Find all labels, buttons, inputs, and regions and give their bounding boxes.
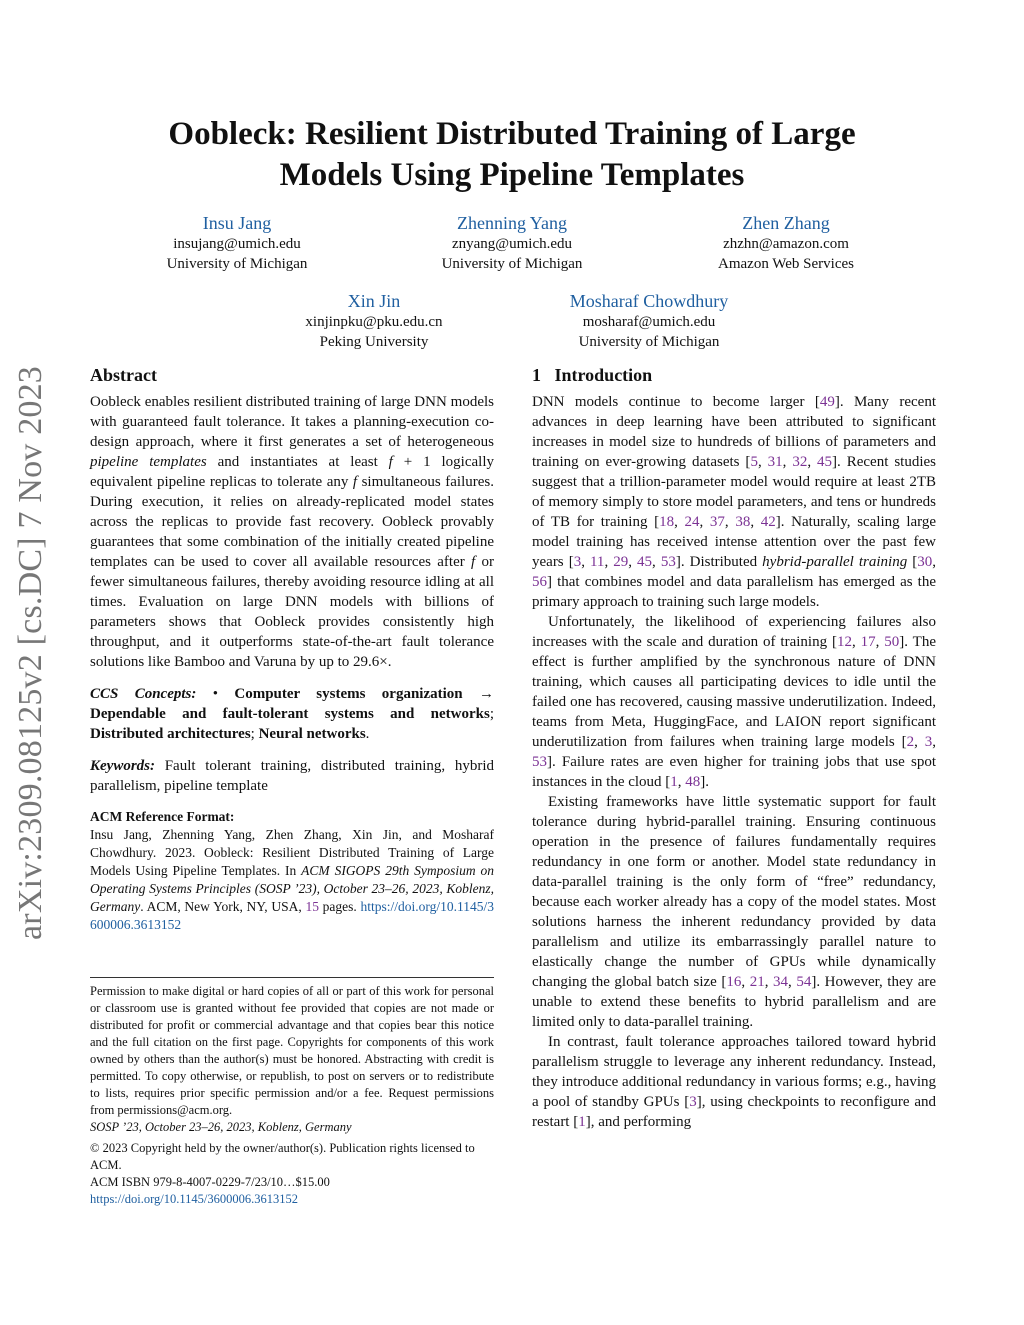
paragraph-text: ]. Failure rates are even higher for training jobs that use spot instances in the cloud [ [532, 754, 936, 790]
author-block [259, 290, 489, 352]
abstract-heading: Abstract [90, 365, 157, 385]
author-email: znyang@umich.edu [451, 236, 573, 252]
citation-link[interactable]: 48 [685, 774, 701, 790]
paper-title [80, 114, 944, 196]
paragraph-text: , [782, 454, 793, 470]
author-block [671, 212, 901, 274]
intro-paragraph [532, 792, 936, 1032]
citation-link[interactable]: 3 [573, 554, 582, 570]
citation-link[interactable]: 18 [659, 514, 675, 530]
left-column [90, 364, 494, 934]
citation-link[interactable]: 5 [750, 454, 758, 470]
citation-link[interactable]: 1 [670, 774, 678, 790]
emphasized-text: hybrid-parallel training [762, 554, 908, 570]
paragraph-text: , [750, 514, 761, 530]
title-line-1: Oobleck: Resilient Distributed Training of Large [168, 116, 856, 152]
right-column [532, 364, 936, 1132]
author-affiliation: University of Michigan [166, 256, 308, 272]
citation-link[interactable]: 45 [817, 454, 833, 470]
citation-link[interactable]: 53 [532, 754, 547, 770]
permission-block [90, 983, 494, 1208]
paragraph-text: In contrast, fault tolerance approaches tailored toward hybrid parallelism struggle to leverage any inherent redundancy. Instead, they introduce additional redundancy in various forms; e.g., having a pool of standby GPUs [ [532, 1034, 936, 1110]
intro-paragraph [532, 392, 936, 612]
acm-reference-heading: ACM Reference Format: [90, 809, 235, 824]
acm-reference: ACM Reference Format: Insu Jang, Zhenning Yang, Zhen Zhang, Xin Jin, and Mosharaf Chowdhury. 2023. Oobleck: Resilient Distributed Training of Large Models Using Pipeline Templates. In ACM SIGOPS 29th Symposium on Operating Systems Principles (SOSP ’23), October 23–26, 2023, Koblenz, Germany. ACM, New York, NY, USA, 15 pages. https://doi.org/10.1145/3600006.3613152 [90, 809, 495, 932]
paragraph-text: , [604, 554, 614, 570]
paragraph-text: , [851, 634, 861, 650]
citation-link[interactable]: 50 [884, 634, 900, 650]
doi-link[interactable]: https://doi.org/10.1145/3600006.3613152 [90, 899, 494, 932]
keywords: Keywords: Fault tolerant training, distributed training, hybrid parallelism, pipeline template [90, 758, 494, 794]
citation-link[interactable]: 34 [773, 974, 789, 990]
author-email: insujang@umich.edu [173, 236, 301, 252]
citation-link[interactable]: 32 [792, 454, 808, 470]
abstract-text: Oobleck enables resilient distributed training of large DNN models with guaranteed fault tolerance. It takes a planning-execution co-design approach, where it first generates a set of heterogeneous pipeline templates and instantiates at least f + 1 logically equivalent pipeline replicas to tolerate any f simultaneous failures. During execution, it relies on already-replicated model states across the replicas to provide fast recovery. Oobleck provably guarantees that some combination of the initially created pipeline templates can be used to cover all available resources after f or fewer simultaneous failures, thereby avoiding resource idling at all times. Evaluation on large DNN models with billions of parameters shows that Oobleck provides consistently high throughput, and it outperforms state-of-the-art fault tolerance solutions like Bamboo and Varuna by up to 29.6×. [90, 394, 495, 670]
paragraph-text: Unfortunately, the likelihood of experiencing failures also increases with the scale and duration of training [ [532, 614, 936, 650]
paragraph-text: ]. However, they are unable to extend these benefits to hybrid parallelism and are limited only to data-parallel training. [532, 974, 937, 1030]
citation-link[interactable]: 21 [749, 974, 765, 990]
author-name[interactable]: Zhen Zhang [742, 213, 830, 233]
permission-doi-link[interactable]: https://doi.org/10.1145/3600006.3613152 [90, 1192, 298, 1206]
paragraph-text: , [757, 454, 768, 470]
introduction-heading: 1 Introduction [532, 365, 653, 385]
citation-link[interactable]: 37 [709, 514, 725, 530]
citation-link[interactable]: 54 [796, 974, 812, 990]
citation-link[interactable]: 49 [819, 394, 835, 410]
paragraph-text: , [788, 974, 797, 990]
citation-link[interactable]: 53 [660, 554, 676, 570]
paragraph-text: Existing frameworks have little systematic support for fault tolerance during hybrid-parallel training. Ensuring continuous operation in the presence of failures fundamentally requires redundancy in one form or another. Model state redundancy in data-parallel training is the only form of “free” redundancy, because each worker already has a copy of the model states. Most solutions harness the inherent redundancy provided by data parallelism and utilize its embarrassingly parallel nature to elastically change the number of GPUs while dynamically changing the global batch size [ [532, 794, 936, 990]
paragraph-text: , [674, 514, 685, 530]
paragraph-text: ]. Many recent advances in deep learning have been attributed to significant increases in model size to hundreds of billions of parameters and training on ever-growing datasets [ [532, 394, 936, 470]
citation-link[interactable]: 12 [836, 634, 852, 650]
author-name[interactable]: Xin Jin [347, 291, 401, 311]
paragraph-text: , [932, 554, 936, 570]
paragraph-text: , [932, 734, 936, 750]
citation-link[interactable]: 30 [917, 554, 933, 570]
author-name[interactable]: Zhenning Yang [456, 213, 567, 233]
paragraph-text: [ [907, 554, 918, 570]
paragraph-text: , [628, 554, 638, 570]
paragraph-text: , [652, 554, 661, 570]
author-email: zhzhn@amazon.com [723, 236, 849, 252]
author-block [397, 212, 627, 274]
citation-link[interactable]: 1 [578, 1114, 586, 1130]
author-name[interactable]: Insu Jang [202, 213, 272, 233]
citation-link[interactable]: 29 [613, 554, 629, 570]
citation-link[interactable]: 16 [726, 974, 742, 990]
author-email: mosharaf@umich.edu [582, 314, 716, 330]
ccs-concepts: CCS Concepts: • Computer systems organization → Dependable and fault-tolerant systems and networks; Distributed architectures; Neural networks. [90, 686, 495, 742]
paragraph-text: ]. Recent studies suggest that a trillion-parameter model would require at least 2TB of memory simply to store model parameters, and tens or hundreds of TB for training [ [532, 454, 937, 530]
footnote-rule [90, 977, 494, 978]
paragraph-text: DNN models continue to become larger [ [532, 394, 820, 410]
paragraph-text: , [699, 514, 710, 530]
permission-text: Permission to make digital or hard copies of all or part of this work for personal or classroom use is granted without fee provided that copies are not made or distributed for profit or commercial advantage and that copies bear this notice and the full citation on the first page. Copyrights for components of this work owned by others than the author(s) must be honored. Abstracting with credit is permitted. To copy otherwise, or republish, to post on servers or to redistribute to lists, requires prior specific permission and/or a fee. Request permissions from permissions@acm.org. [90, 984, 494, 1117]
paragraph-text: , [875, 634, 885, 650]
paragraph-text: , [807, 454, 818, 470]
arxiv-identifier: arXiv:2309.08125v2 [cs.DC] 7 Nov 2023 [12, 365, 49, 940]
author-affiliation: University of Michigan [441, 256, 583, 272]
citation-link[interactable]: 42 [760, 514, 776, 530]
paragraph-text: ] that combines model and data parallelism has emerged as the primary approach to training such large models. [532, 574, 936, 610]
citation-link[interactable]: 17 [860, 634, 876, 650]
paragraph-text: ]. Distributed [675, 554, 763, 570]
citation-link[interactable]: 24 [684, 514, 700, 530]
author-affiliation: Amazon Web Services [718, 256, 854, 272]
paragraph-text: , [677, 774, 686, 790]
citation-link[interactable]: 3 [924, 734, 933, 750]
author-affiliation: Peking University [319, 334, 429, 350]
citation-link[interactable]: 11 [589, 554, 605, 570]
pages-link[interactable]: 15 [305, 899, 319, 914]
paragraph-text: ], and performing [585, 1114, 692, 1130]
citation-link[interactable]: 38 [735, 514, 751, 530]
author-affiliation: University of Michigan [578, 334, 720, 350]
citation-link[interactable]: 31 [767, 454, 783, 470]
copyright-notice: © 2023 Copyright held by the owner/author(s). Publication rights licensed to ACM. [90, 1141, 475, 1172]
isbn: ACM ISBN 979-8-4007-0229-7/23/10…$15.00 [90, 1175, 330, 1189]
author-block [122, 212, 352, 274]
permission-venue: SOSP ’23, October 23–26, 2023, Koblenz, Germany [90, 1120, 352, 1134]
citation-link[interactable]: 45 [637, 554, 653, 570]
paragraph-text: ]. Naturally, scaling large model training has received intense attention over the past few years [ [532, 514, 937, 570]
paragraph-text: ], using checkpoints to reconfigure and restart [ [532, 1094, 936, 1130]
intro-paragraph [532, 612, 936, 792]
paragraph-text: ]. [700, 774, 710, 790]
intro-paragraph [532, 1032, 936, 1132]
paragraph-text: , [724, 514, 736, 530]
citation-link[interactable]: 2 [906, 734, 915, 750]
title-line-2: Models Using Pipeline Templates [279, 157, 745, 193]
citation-link[interactable]: 3 [689, 1094, 697, 1110]
paragraph-text: , [914, 734, 925, 750]
paragraph-text: ]. The effect is further amplified by the synchronous nature of DNN training, which causes all participating devices to idle until the failed one has recovered, causing massive underutilization. Indeed, teams from Meta, HuggingFace, and LAION report significant underutilization from failures when training large models [ [532, 634, 936, 750]
author-name[interactable]: Mosharaf Chowdhury [569, 291, 729, 311]
author-email: xinjinpku@pku.edu.cn [305, 314, 443, 330]
paragraph-text: , [581, 554, 590, 570]
paragraph-text: , [764, 974, 774, 990]
author-block [534, 290, 764, 352]
citation-link[interactable]: 56 [532, 574, 547, 590]
paragraph-text: , [741, 974, 750, 990]
